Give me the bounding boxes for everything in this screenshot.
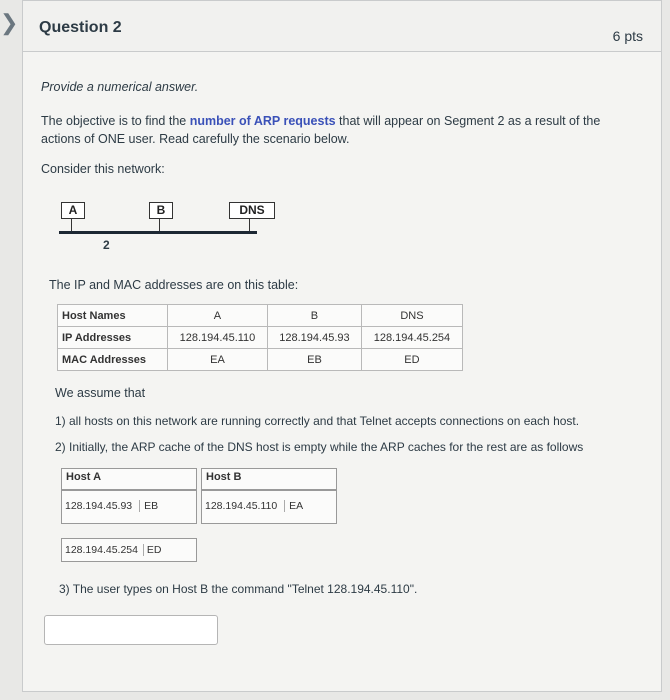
- cache-ip: 128.194.45.254: [65, 544, 138, 556]
- table-cell: Host Names: [58, 305, 168, 327]
- dns-link: [249, 218, 250, 231]
- objective-post: that will appear on Segment 2 as a result of the: [335, 114, 601, 128]
- table-cell: IP Addresses: [58, 327, 168, 349]
- question-body: [22, 52, 662, 692]
- table-cell: ED: [361, 349, 462, 371]
- cache-ip: 128.194.45.93: [65, 500, 133, 512]
- assumption-2: 2) Initially, the ARP cache of the DNS host is empty while the ARP caches for the rest are as follows: [55, 440, 584, 454]
- host-b-node: B: [149, 202, 173, 219]
- table-cell: 128.194.45.254: [361, 327, 462, 349]
- question-title: Question 2: [39, 19, 122, 36]
- segment-bus: [59, 231, 257, 234]
- objective-pre: The objective is to find the: [41, 114, 190, 128]
- question-header: [22, 0, 662, 52]
- host-a-node: A: [61, 202, 85, 219]
- dns-node: DNS: [229, 202, 275, 219]
- cache-host-b-entry: [201, 490, 337, 524]
- cache-host-a-title: Host A: [61, 468, 197, 490]
- question-points: 6 pts: [612, 28, 643, 44]
- assumption-1: 1) all hosts on this network are running correctly and that Telnet accepts connections on each host.: [55, 414, 580, 428]
- cache-mac: ED: [143, 544, 162, 556]
- table-cell: B: [268, 305, 362, 327]
- objective-line-2: actions of ONE user. Read carefully the scenario below.: [41, 132, 350, 146]
- assumption-3: 3) The user types on Host B the command "Telnet 128.194.45.110".: [59, 582, 418, 596]
- table-caption: The IP and MAC addresses are on this table:: [49, 278, 299, 292]
- cache-host-a-entry: [61, 490, 197, 524]
- answer-input[interactable]: [44, 615, 218, 645]
- table-cell: 128.194.45.93: [268, 327, 362, 349]
- table-cell: MAC Addresses: [58, 349, 168, 371]
- objective-link[interactable]: number of ARP requests: [189, 114, 336, 128]
- address-table: [57, 304, 463, 371]
- collapse-arrow-icon[interactable]: ❯: [0, 10, 19, 35]
- table-cell: A: [167, 305, 267, 327]
- table-cell: EB: [268, 349, 362, 371]
- table-row: [58, 305, 463, 327]
- cache-mac: EA: [284, 500, 303, 512]
- host-a-link: [71, 218, 72, 231]
- instruction-text: Provide a numerical answer.: [41, 80, 199, 94]
- table-cell: 128.194.45.110: [167, 327, 267, 349]
- assumption-intro: We assume that: [55, 386, 146, 400]
- table-cell: EA: [167, 349, 267, 371]
- table-row: [58, 327, 463, 349]
- table-cell: DNS: [361, 305, 462, 327]
- cache-host-a-entry: [61, 538, 197, 562]
- cache-mac: EB: [139, 500, 158, 512]
- host-b-link: [159, 218, 160, 231]
- objective-line-1: [41, 114, 600, 128]
- cache-ip: 128.194.45.110: [205, 500, 278, 512]
- segment-label: 2: [103, 238, 110, 252]
- table-row: [58, 349, 463, 371]
- cache-host-b-title: Host B: [201, 468, 337, 490]
- consider-text: Consider this network:: [41, 162, 165, 176]
